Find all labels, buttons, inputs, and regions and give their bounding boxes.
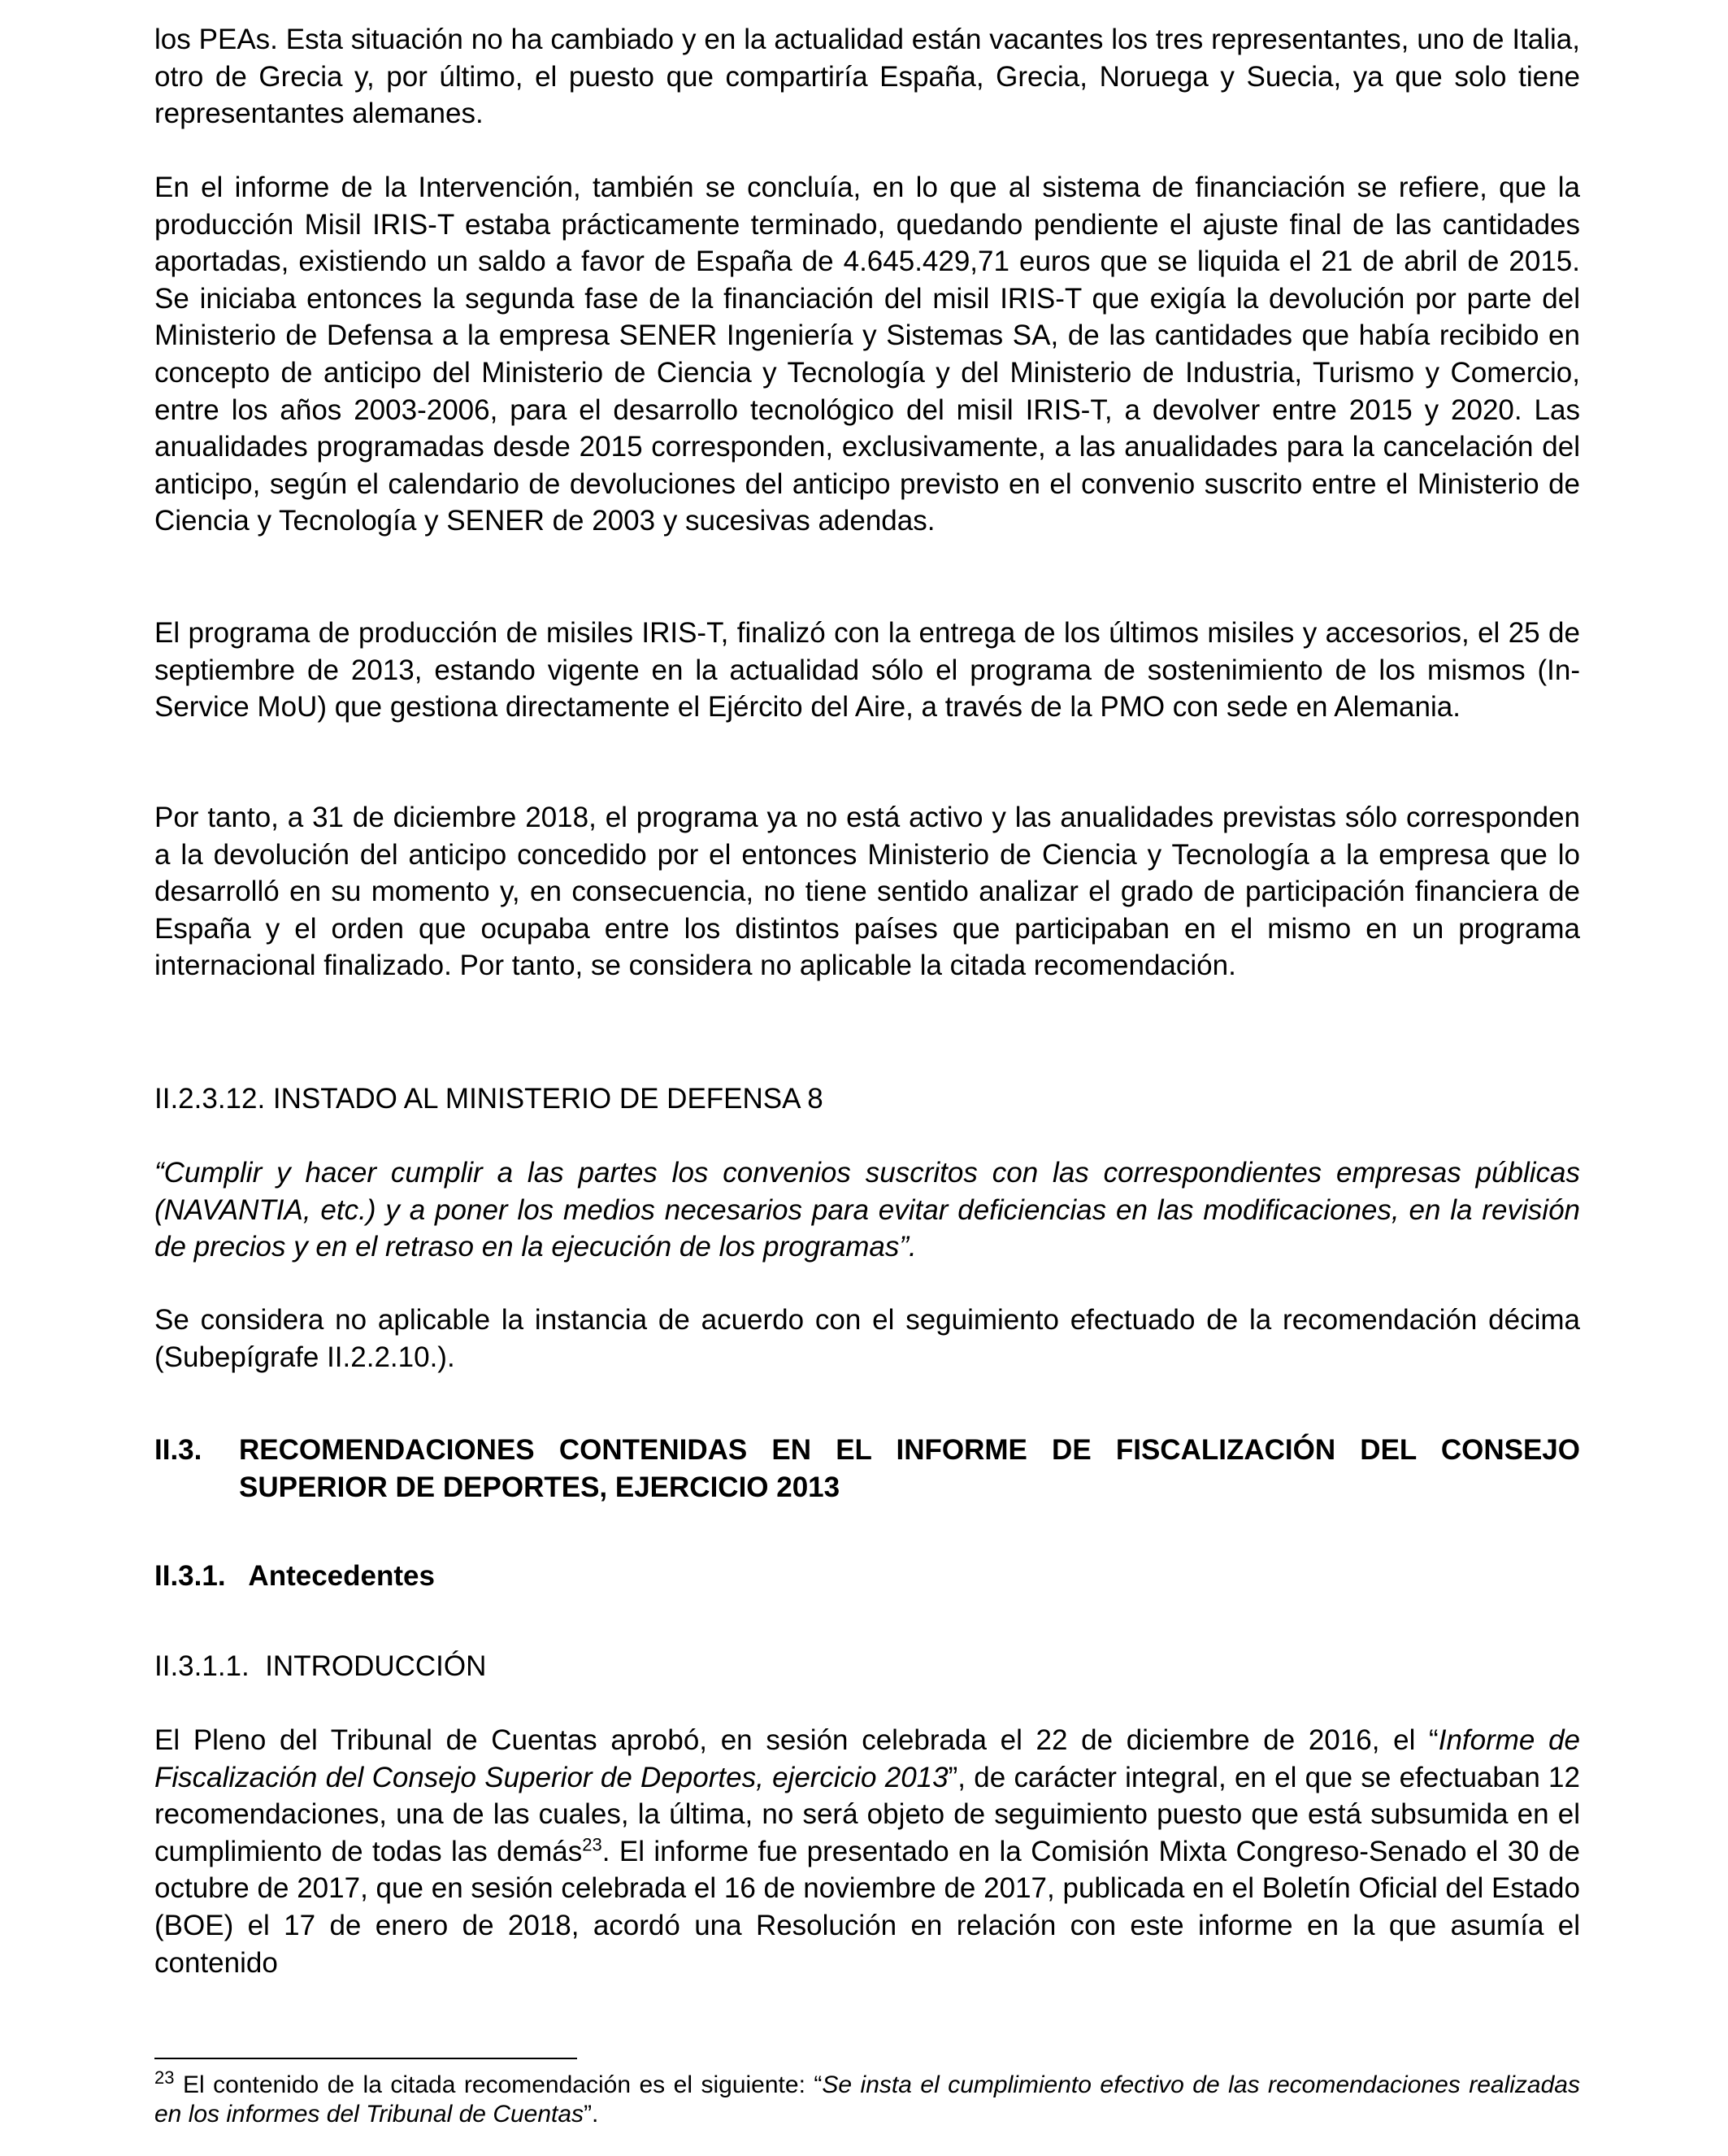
paragraph-peas: los PEAs. Esta situación no ha cambiado y en la actualidad están vacantes los tres representantes, uno de Italia, otro de Grecia y, por último, el puesto que compartiría España, Grecia, Noruega y Suecia, ya que solo tiene representantes alemanes. — [154, 24, 1580, 130]
recommendation-quote: “Cumplir y hacer cumplir a las partes los convenios suscritos con las correspondientes empresas públicas (NAVANTIA, etc.) y a poner los medios necesarios para evitar deficiencias en las modificaciones, en la revisión de precios y en el retraso en la ejecución de los programas”. — [154, 1157, 1580, 1263]
footnote-23: $^{23}$ El contenido de la citada recomendación es el siguiente: “Se insta el cumplimiento efectivo de las recomendaciones realizadas en los informes del Tribunal de Cuentas”. — [154, 2067, 1580, 2128]
paragraph-produccion: El programa de producción de misiles IRIS-T, finalizó con la entrega de los últimos misiles y accesorios, el 25 de septiembre de 2013, estando vigente en la actualidad sólo el programa de sostenimiento de los mismos (In-Service MoU) que gestiona directamente el Ejército del Aire, a través de la PMO con sede en Alemania. — [154, 617, 1580, 724]
section-title: RECOMENDACIONES CONTENIDAS EN EL INFORME DE FISCALIZACIÓN DEL CONSEJO SUPERIOR DE DEPORTES, EJERCICIO 2013 — [239, 1434, 1580, 1503]
footnote-reference[interactable]: 23 — [582, 1834, 602, 1855]
paragraph-no-aplicable: Se considera no aplicable la instancia de acuerdo con el seguimiento efectuado de la recomendación décima (Subepígrafe II.2.2.10.). — [154, 1304, 1580, 1373]
paragraph-intervencion: En el informe de la Intervención, también se concluía, en lo que al sistema de financiación se refiere, que la producción Misil IRIS-T estaba prácticamente terminado, quedando pendiente el ajuste final de las cantidades aportadas, existiendo un saldo a favor de España de 4.645.429,71 euros que se liquida el 21 de abril de 2015. Se iniciaba entonces la segunda fase de la financiación del misil IRIS-T que exigía la devolución por parte del Ministerio de Defensa a la empresa SENER Ingeniería y Sistemas SA, de las cantidades que había recibido en concepto de anticipo del Ministerio de Ciencia y Tecnología y del Ministerio de Industria, Turismo y Comercio, entre los años 2003-2006, para el desarrollo tecnológico del misil IRIS-T, a devolver entre 2015 y 2020. Las anualidades programadas desde 2015 corresponden, exclusivamente, a las anualidades para la cancelación del anticipo, según el calendario de devoluciones del anticipo previsto en el convenio suscrito entre el Ministerio de Ciencia y Tecnología y SENER de 2003 y sucesivas adendas. — [154, 172, 1580, 537]
paragraph-por-tanto: Por tanto, a 31 de diciembre 2018, el programa ya no está activo y las anualidades previstas sólo corresponden a la devolución del anticipo concedido por el entonces Ministerio de Ciencia y Tecnología a la empresa que lo desarrolló en su momento y, en consecuencia, no tiene sentido analizar el grado de participación financiera de España y el orden que ocupaba entre los distintos países que participaban en el mismo en un programa internacional finalizado. Por tanto, se considera no aplicable la citada recomendación. — [154, 802, 1580, 982]
heading-instado: II.2.3.12. INSTADO AL MINISTERIO DE DEFENSA 8 — [154, 1083, 823, 1115]
heading-introduccion: II.3.1.1. INTRODUCCIÓN — [154, 1650, 487, 1682]
footnote-number: 23 — [154, 2067, 175, 2088]
section-number: II.3. — [154, 1434, 202, 1466]
subsection-heading-antecedentes: II.3.1. Antecedentes — [154, 1560, 435, 1592]
section-heading — [154, 1432, 1580, 1506]
report-title-italic: Informe de Fiscalización del Consejo Superior de Deportes, ejercicio 2013 — [154, 1724, 1580, 1793]
paragraph-pleno: El Pleno del Tribunal de Cuentas aprobó, en sesión celebrada el 22 de diciembre de 2016, el “Informe de Fiscalización del Consejo Superior de Deportes, ejercicio 2013”, de carácter integral, en el que se efectuaban 12 recomendaciones, una de las cuales, la última, no será objeto de seguimiento puesto que está subsumida en el cumplimiento de todas las demás$^{23}$. El informe fue presentado en la Comisión Mixta Congreso-Senado el 30 de octubre de 2017, que en sesión celebrada el 16 de noviembre de 2017, publicada en el Boletín Oficial del Estado (BOE) el 17 de enero de 2018, acordó una Resolución en relación con este informe en la que asumía el contenido — [154, 1724, 1580, 1979]
footnote-separator — [154, 2058, 577, 2059]
